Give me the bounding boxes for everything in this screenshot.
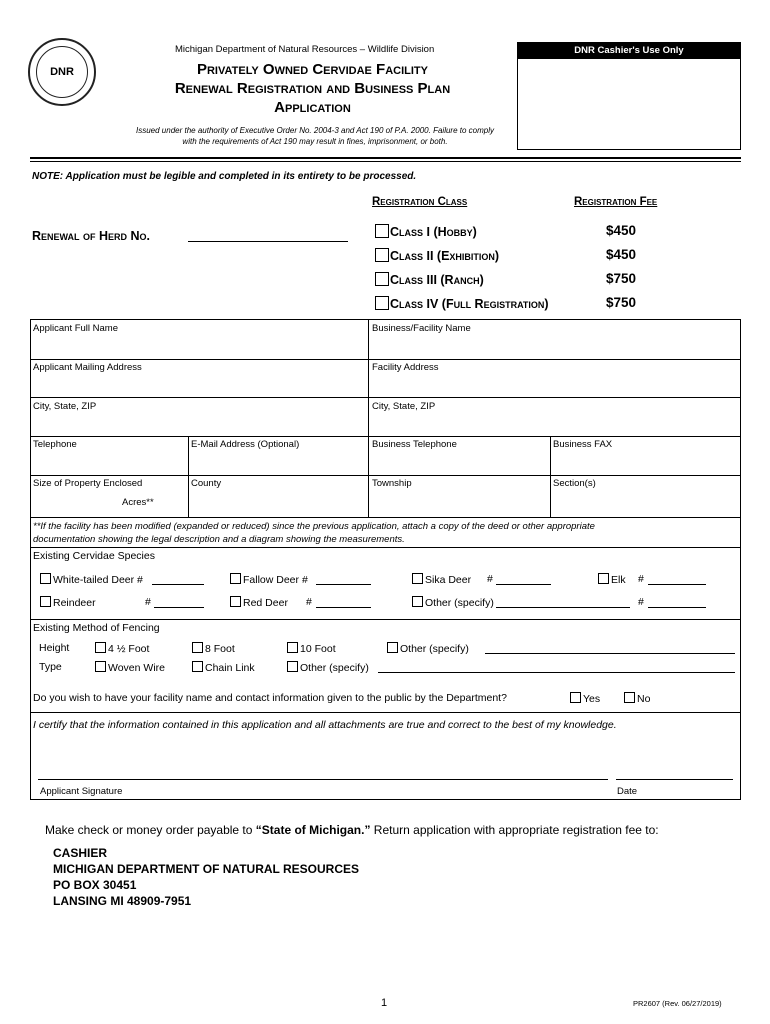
cashier-use-box xyxy=(517,42,741,150)
elk-count-prefix: # xyxy=(638,573,644,585)
height-4-5-checkbox[interactable] xyxy=(95,642,106,653)
form-title xyxy=(140,60,485,117)
type-other-field[interactable] xyxy=(378,662,735,673)
payment-payee: “State of Michigan.” xyxy=(255,823,371,837)
modified-note-line-1: **If the facility has been modified (expanded or reduced) since the previous application, attach a copy of the deed or other appropriate xyxy=(33,521,595,532)
type-other-label: Other (specify) xyxy=(300,662,369,674)
grid-line xyxy=(740,319,741,799)
reindeer-label: Reindeer xyxy=(53,597,96,609)
public-no-label: No xyxy=(637,693,651,705)
grid-line xyxy=(30,547,741,548)
business-name-label: Business/Facility Name xyxy=(372,323,471,334)
applicant-name-label: Applicant Full Name xyxy=(33,323,119,334)
payment-instructions xyxy=(45,823,659,837)
payment-pre: Make check or money order payable to xyxy=(45,823,256,837)
signature-field[interactable] xyxy=(38,768,608,780)
grid-line xyxy=(30,397,741,398)
address-line-2: MICHIGAN DEPARTMENT OF NATURAL RESOURCES xyxy=(53,862,359,876)
date-field[interactable] xyxy=(616,768,733,780)
class-3-checkbox[interactable] xyxy=(375,272,389,286)
other-species-checkbox[interactable] xyxy=(412,596,423,607)
authority-line-2: with the requirements of Act 190 may result in fines, imprisonment, or both. xyxy=(182,137,448,146)
facility-address-label: Facility Address xyxy=(372,362,439,373)
grid-line xyxy=(188,436,189,517)
reindeer-count-field[interactable] xyxy=(154,597,204,608)
reindeer-checkbox[interactable] xyxy=(40,596,51,607)
address-line-1: CASHIER xyxy=(53,846,108,860)
class-1-checkbox[interactable] xyxy=(375,224,389,238)
species-red-deer[interactable] xyxy=(230,596,288,609)
applicant-city-label: City, State, ZIP xyxy=(33,401,97,412)
height-8-label: 8 Foot xyxy=(205,643,235,655)
authority-statement xyxy=(110,125,520,147)
cashier-box-header: DNR Cashier's Use Only xyxy=(518,43,740,59)
class-4-label: Class IV (Full Registration) xyxy=(390,297,549,311)
dnr-seal-logo xyxy=(28,38,96,106)
whitetail-label: White-tailed Deer xyxy=(53,574,135,586)
header-rule xyxy=(30,157,741,159)
height-other[interactable] xyxy=(387,642,469,655)
modified-note-line-2: documentation showing the legal description and a diagram showing the measurements. xyxy=(33,534,405,545)
grid-line xyxy=(30,517,741,518)
reindeer-count-prefix: # xyxy=(145,596,151,608)
authority-line-1: Issued under the authority of Executive Order No. 2004-3 and Act 190 of P.A. 2000. Failure to comply xyxy=(136,126,494,135)
fencing-label: Existing Method of Fencing xyxy=(33,622,160,634)
fallow-checkbox[interactable] xyxy=(230,573,241,584)
type-other-checkbox[interactable] xyxy=(287,661,298,672)
species-other[interactable] xyxy=(412,596,494,609)
property-size-label: Size of Property Enclosed xyxy=(33,478,143,489)
acres-label: Acres** xyxy=(122,497,154,508)
page-number: 1 xyxy=(381,997,388,1009)
email-label: E-Mail Address (Optional) xyxy=(191,439,300,450)
species-sika[interactable] xyxy=(412,573,471,586)
other-count-prefix: # xyxy=(638,596,644,608)
class-2-label: Class II (Exhibition) xyxy=(390,249,500,263)
chain-link-label: Chain Link xyxy=(205,662,255,674)
species-reindeer[interactable] xyxy=(40,596,96,609)
grid-line xyxy=(30,712,741,713)
title-line-2: Renewal Registration and Business Plan xyxy=(174,80,451,97)
other-count-field[interactable] xyxy=(648,597,706,608)
height-other-checkbox[interactable] xyxy=(387,642,398,653)
grid-line xyxy=(30,436,741,437)
grid-line xyxy=(30,799,741,800)
whitetail-count-field[interactable] xyxy=(152,574,204,585)
species-elk[interactable] xyxy=(598,573,626,586)
grid-line xyxy=(368,319,369,517)
fallow-count-field[interactable] xyxy=(316,574,371,585)
height-4-5-label: 4 ½ Foot xyxy=(108,643,150,655)
height-4-5-foot[interactable] xyxy=(95,642,149,655)
red-deer-count-field[interactable] xyxy=(316,597,371,608)
grid-line xyxy=(30,475,741,476)
payment-post: Return application with appropriate registration fee to: xyxy=(370,823,659,837)
type-label: Type xyxy=(39,661,62,673)
grid-line xyxy=(30,319,31,799)
species-whitetail[interactable] xyxy=(40,573,143,586)
public-no-checkbox[interactable] xyxy=(624,692,635,703)
class-3-fee: $750 xyxy=(606,271,637,286)
grid-line xyxy=(550,436,551,517)
mailing-address-label: Applicant Mailing Address xyxy=(33,362,142,373)
type-other[interactable] xyxy=(287,661,369,674)
height-label: Height xyxy=(39,642,70,654)
class-2-checkbox[interactable] xyxy=(375,248,389,262)
county-label: County xyxy=(191,478,222,489)
height-10-checkbox[interactable] xyxy=(287,642,298,653)
telephone-label: Telephone xyxy=(33,439,77,450)
chain-link-checkbox[interactable] xyxy=(192,661,203,672)
sika-count-prefix: # xyxy=(487,573,493,585)
woven-wire-label: Woven Wire xyxy=(108,662,165,674)
form-id: PR2607 (Rev. 06/27/2019) xyxy=(633,999,722,1008)
elk-checkbox[interactable] xyxy=(598,573,609,584)
legibility-note: NOTE: Application must be legible and completed in its entirety to be processed. xyxy=(32,171,417,182)
sections-label: Section(s) xyxy=(553,478,596,489)
title-line-1: Privately Owned Cervidae Facility xyxy=(196,61,428,78)
grid-line xyxy=(30,319,741,320)
class-4-option[interactable] xyxy=(375,295,549,313)
mailing-address-block xyxy=(53,845,359,909)
class-2-option[interactable] xyxy=(375,247,499,265)
woven-wire-checkbox[interactable] xyxy=(95,661,106,672)
registration-class-header: Registration Class xyxy=(372,196,468,208)
count-prefix: # xyxy=(137,574,143,586)
sika-count-field[interactable] xyxy=(496,574,551,585)
header-rule-thin xyxy=(30,161,741,162)
type-woven-wire[interactable] xyxy=(95,661,165,674)
red-deer-checkbox[interactable] xyxy=(230,596,241,607)
seal-text: DNR xyxy=(50,66,74,78)
herd-number-label: Renewal of Herd No. xyxy=(32,229,150,243)
class-1-label: Class I (Hobby) xyxy=(390,225,477,239)
type-chain-link[interactable] xyxy=(192,661,255,674)
elk-count-field[interactable] xyxy=(648,574,706,585)
business-fax-label: Business FAX xyxy=(553,439,613,450)
public-yes-label: Yes xyxy=(583,693,601,705)
title-line-3: Application xyxy=(274,99,351,116)
certification-statement: I certify that the information contained in this application and all attachments are true and correct to the best of my knowledge. xyxy=(33,719,617,731)
township-label: Township xyxy=(372,478,412,489)
public-yes-option[interactable] xyxy=(570,692,600,705)
red-deer-label: Red Deer xyxy=(243,597,288,609)
herd-number-field[interactable] xyxy=(188,230,348,242)
count-prefix: # xyxy=(301,574,308,586)
height-10-foot[interactable] xyxy=(287,642,336,655)
sika-label: Sika Deer xyxy=(425,574,472,586)
registration-fee-header: Registration Fee xyxy=(574,196,658,208)
height-8-foot[interactable] xyxy=(192,642,235,655)
signature-label: Applicant Signature xyxy=(40,786,123,797)
height-other-field[interactable] xyxy=(485,643,735,654)
public-no-option[interactable] xyxy=(624,692,650,705)
class-3-option[interactable] xyxy=(375,271,484,289)
class-4-fee: $750 xyxy=(606,295,637,310)
whitetail-checkbox[interactable] xyxy=(40,573,51,584)
class-1-fee: $450 xyxy=(606,223,637,238)
public-yes-checkbox[interactable] xyxy=(570,692,581,703)
class-2-fee: $450 xyxy=(606,247,637,262)
species-label: Existing Cervidae Species xyxy=(33,550,155,562)
address-line-4: LANSING MI 48909-7951 xyxy=(53,894,192,908)
grid-line xyxy=(30,619,741,620)
sika-checkbox[interactable] xyxy=(412,573,423,584)
class-4-checkbox[interactable] xyxy=(375,296,389,310)
public-info-question: Do you wish to have your facility name and contact information given to the public by the Department? xyxy=(33,692,507,704)
business-telephone-label: Business Telephone xyxy=(372,439,457,450)
facility-city-label: City, State, ZIP xyxy=(372,401,436,412)
other-species-label: Other (specify) xyxy=(425,597,494,609)
class-1-option[interactable] xyxy=(375,223,477,241)
height-8-checkbox[interactable] xyxy=(192,642,203,653)
species-fallow[interactable] xyxy=(230,573,308,586)
height-10-label: 10 Foot xyxy=(300,643,336,655)
height-other-label: Other (specify) xyxy=(400,643,469,655)
date-label: Date xyxy=(617,786,638,797)
address-line-3: PO BOX 30451 xyxy=(53,878,137,892)
elk-label: Elk xyxy=(611,574,626,586)
red-deer-count-prefix: # xyxy=(306,596,312,608)
grid-line xyxy=(30,359,741,360)
modified-facility-note xyxy=(33,520,738,546)
other-species-field[interactable] xyxy=(496,597,630,608)
department-line: Michigan Department of Natural Resources – Wildlife Division xyxy=(175,44,435,55)
class-3-label: Class III (Ranch) xyxy=(390,273,484,287)
fallow-label: Fallow Deer xyxy=(243,574,300,586)
